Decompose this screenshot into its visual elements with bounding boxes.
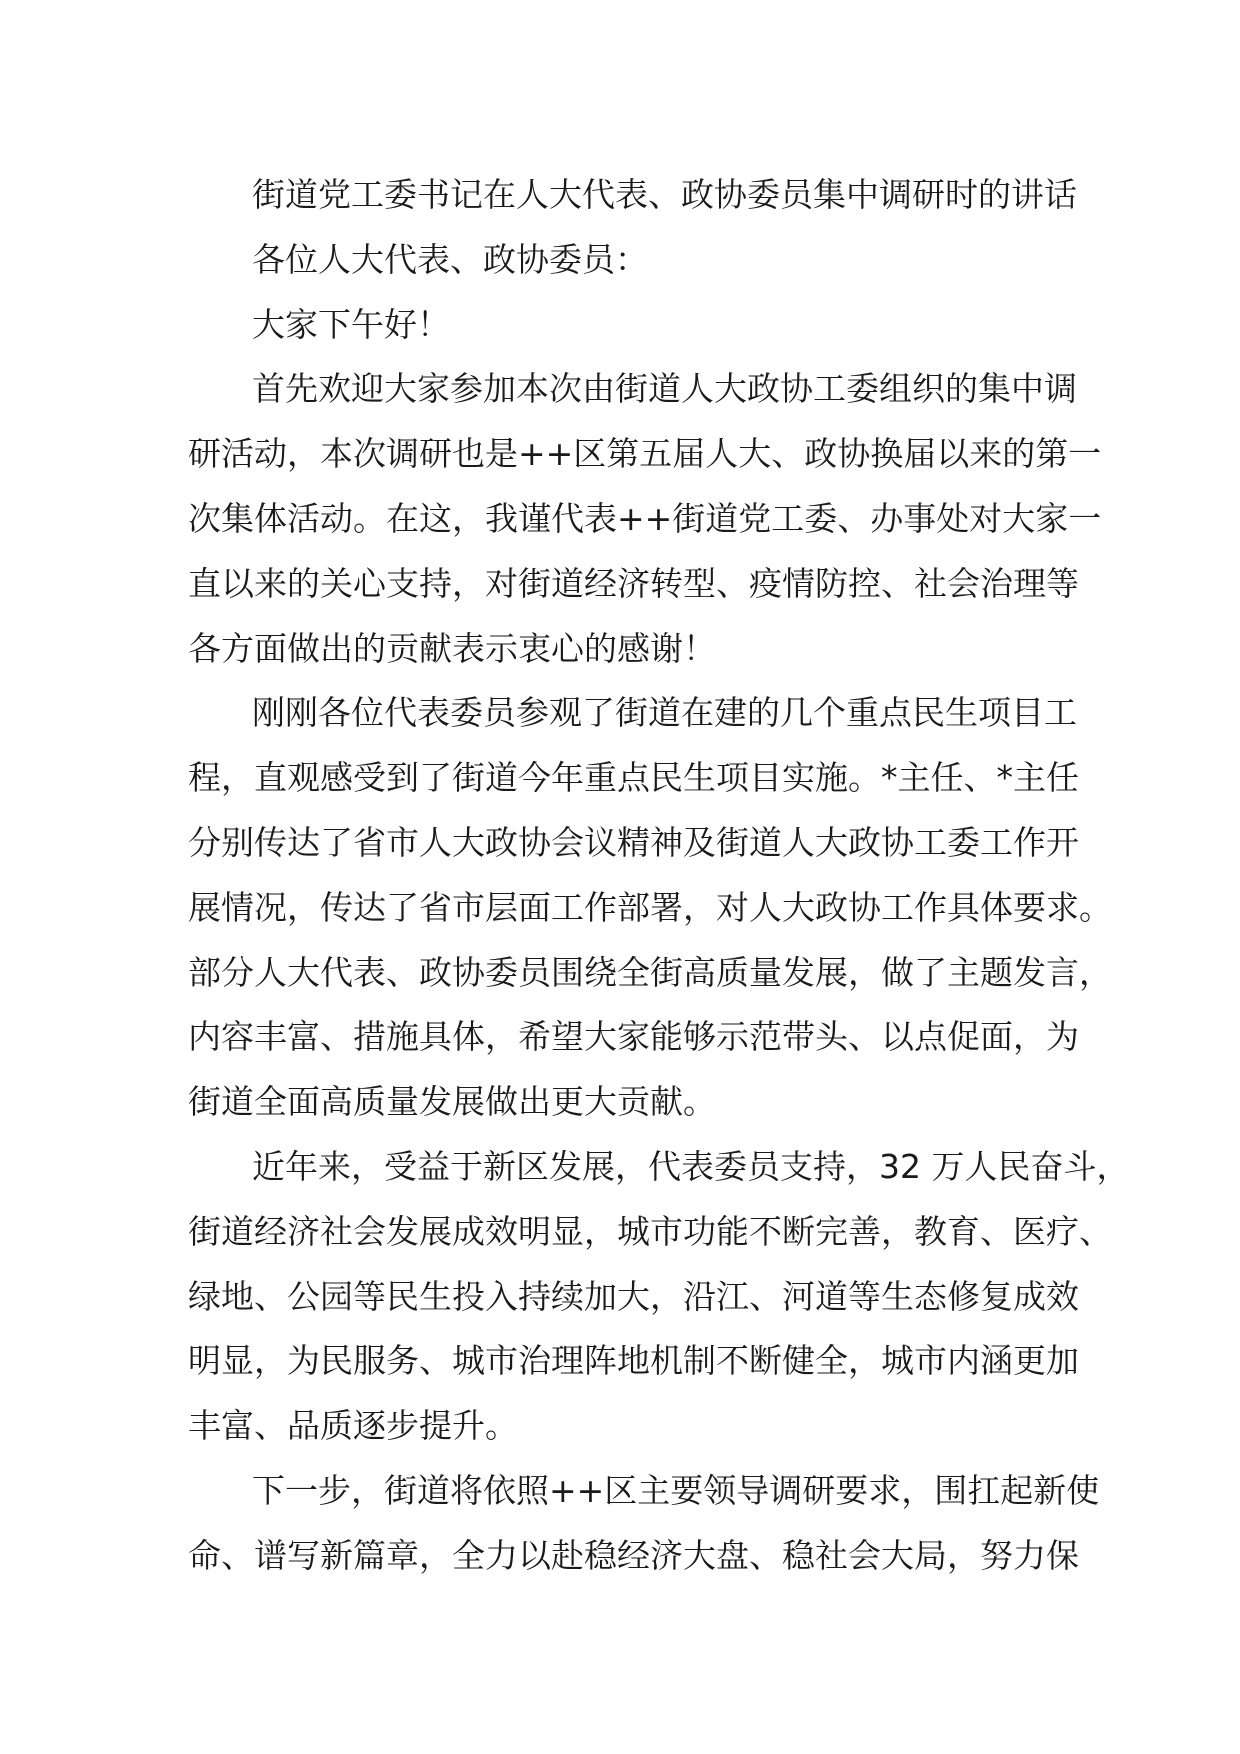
paragraph-1-line: 次集体活动。在这，我谨代表++街道党工委、办事处对大家一 [188,498,1102,538]
paragraph-3-line: 近年来，受益于新区发展，代表委员支持，32 万人民奋斗， [252,1146,1130,1186]
paragraph-2-line: 分别传达了省市人大政协会议精神及街道人大政协工委工作开 [188,822,1079,862]
salutation: 各位人大代表、政协委员： [252,239,648,279]
paragraph-1-line: 首先欢迎大家参加本次由街道人大政协工委组织的集中调 [252,369,1077,409]
paragraph-1-line: 直以来的关心支持，对街道经济转型、疫情防控、社会治理等 [188,563,1079,603]
paragraph-3-line: 街道经济社会发展成效明显，城市功能不断完善，教育、医疗、 [188,1211,1112,1251]
paragraph-2-line: 刚刚各位代表委员参观了街道在建的几个重点民生项目工 [252,693,1077,733]
paragraph-3-line: 明显，为民服务、城市治理阵地机制不断健全，城市内涵更加 [188,1341,1079,1381]
greeting: 大家下午好！ [252,304,450,344]
paragraph-2-line: 街道全面高质量发展做出更大贡献。 [188,1082,716,1122]
paragraph-2-line: 内容丰富、措施具体，希望大家能够示范带头、以点促面，为 [188,1017,1079,1057]
paragraph-2-line: 部分人大代表、政协委员围绕全街高质量发展，做了主题发言， [188,952,1112,992]
paragraph-4-line: 命、谱写新篇章，全力以赴稳经济大盘、稳社会大局，努力保 [188,1535,1079,1575]
paragraph-2-line: 展情况，传达了省市层面工作部署，对人大政协工作具体要求。 [188,887,1112,927]
document-title: 街道党工委书记在人大代表、政协委员集中调研时的讲话 [252,175,1077,214]
paragraph-1-line: 研活动，本次调研也是++区第五届人大、政协换届以来的第一 [188,434,1102,474]
paragraph-2-line: 程，直观感受到了街道今年重点民生项目实施。*主任、*主任 [188,758,1079,798]
paragraph-3-line: 丰富、品质逐步提升。 [188,1406,518,1446]
paragraph-3-line: 绿地、公园等民生投入持续加大，沿江、河道等生态修复成效 [188,1276,1079,1316]
paragraph-1-line: 各方面做出的贡献表示衷心的感谢！ [188,628,716,668]
paragraph-4-line: 下一步，街道将依照++区主要领导调研要求，围扛起新使 [252,1470,1100,1510]
document-body [188,163,1130,1589]
